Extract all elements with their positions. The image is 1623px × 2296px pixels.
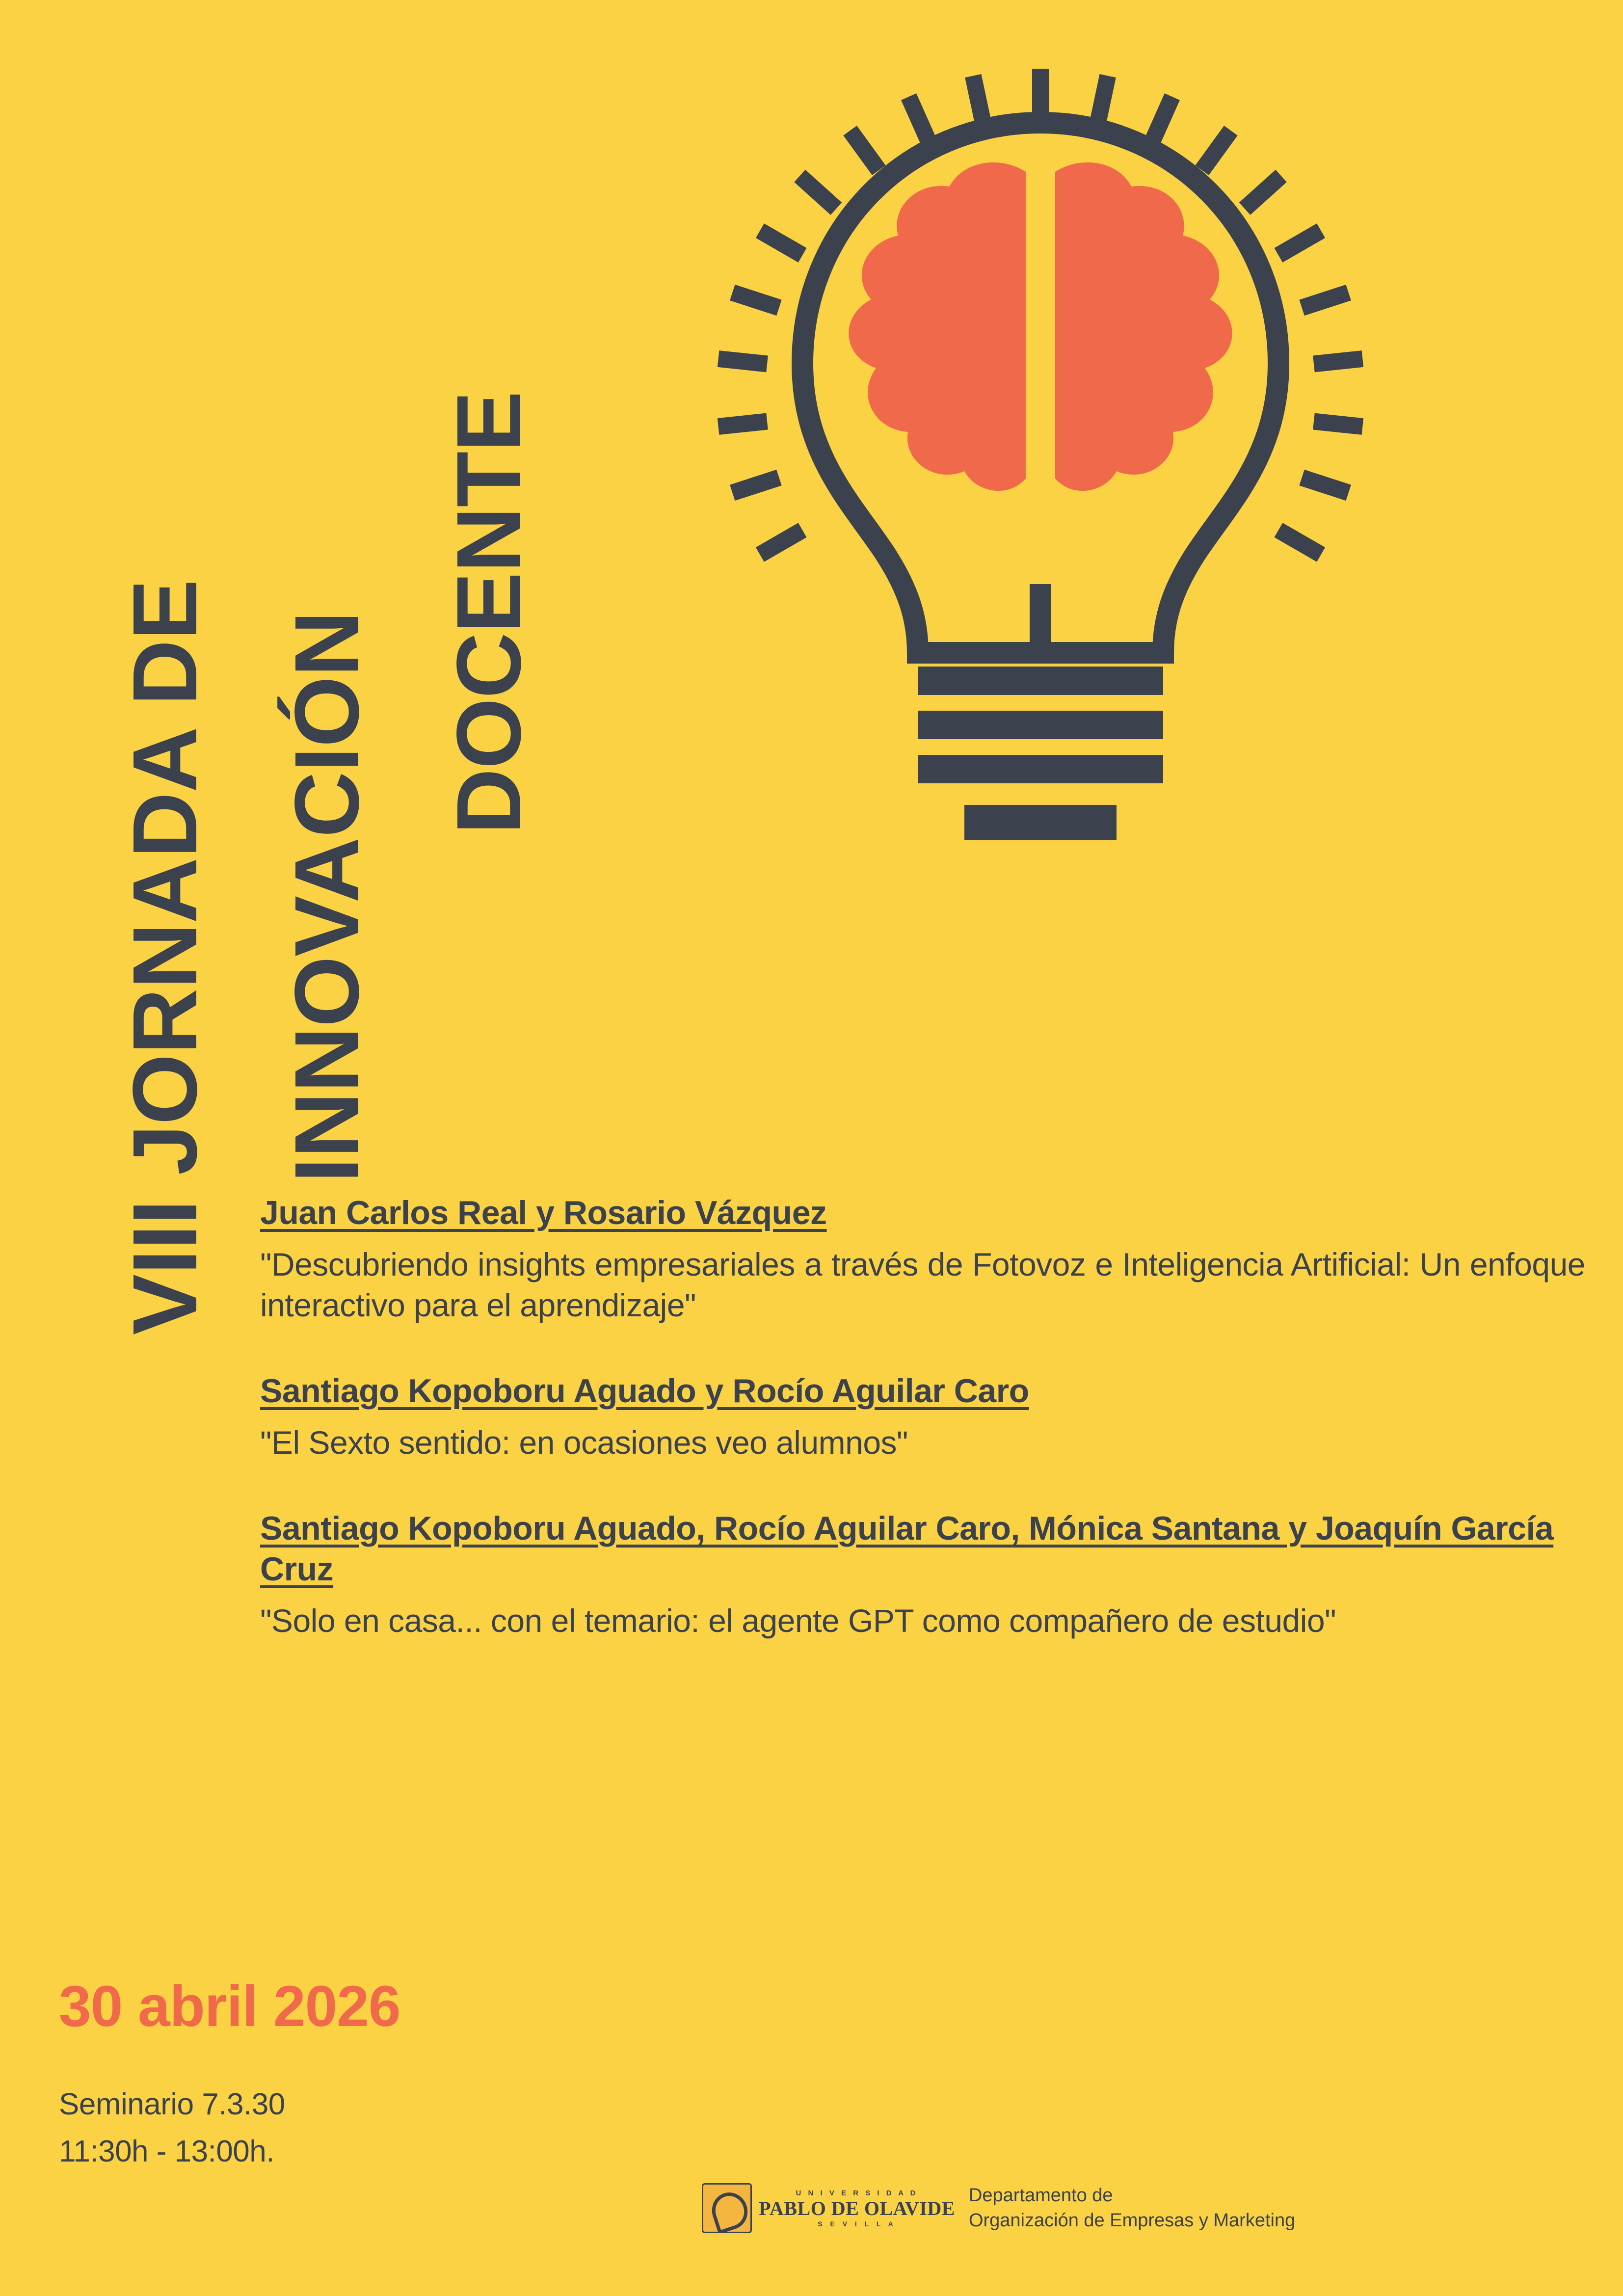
poster-title: [44, 49, 540, 1374]
talks-list: [260, 1193, 1585, 1686]
department-name: [969, 2183, 1295, 2234]
upo-university-label: U N I V E R S I D A D: [796, 2189, 918, 2197]
upo-university-name: PABLO DE OLAVIDE: [759, 2197, 955, 2219]
upo-wordmark: [759, 2189, 955, 2227]
footer-logo: [702, 2183, 1295, 2234]
talk-title: "Solo en casa... con el temario: el agente GPT como compañero de estudio": [260, 1602, 1336, 1639]
event-date: 30 abril 2026: [59, 1974, 400, 2039]
talk-title: "Descubriendo insights empresariales a través de Fotovoz e Inteligencia Artificial: Un enfoque interactivo para el aprendizaje": [260, 1246, 1585, 1324]
talk-authors: Juan Carlos Real y Rosario Vázquez: [260, 1194, 827, 1231]
title-line-1: VIII JORNADA DE: [114, 580, 216, 1335]
upo-city-label: S E V I L L A: [818, 2219, 896, 2228]
department-line-2: Organización de Empresas y Marketing: [968, 2210, 1296, 2231]
talk-authors: Santiago Kopoboru Aguado y Rocío Aguilar Caro: [260, 1372, 1029, 1410]
talk-item: [260, 1371, 1585, 1463]
venue-time: 11:30h - 13:00h.: [59, 2135, 274, 2169]
talk-authors: Santiago Kopoboru Aguado, Rocío Aguilar Caro, Mónica Santana y Joaquín García Cruz: [260, 1510, 1554, 1588]
title-line-3: DOCENTE: [438, 391, 540, 834]
talk-item: [260, 1193, 1585, 1326]
venue-room: Seminario 7.3.30: [59, 2087, 285, 2121]
department-line-1: Departamento de: [968, 2185, 1113, 2206]
lightbulb-brain-icon: [653, 49, 1487, 1080]
talk-title: "El Sexto sentido: en ocasiones veo alumnos": [260, 1424, 908, 1461]
title-line-2: INNOVACIÓN: [276, 611, 378, 1183]
upo-logo: [702, 2183, 955, 2233]
event-venue: [59, 2081, 285, 2175]
upo-seal-icon: [702, 2183, 752, 2233]
talk-item: [260, 1508, 1585, 1641]
